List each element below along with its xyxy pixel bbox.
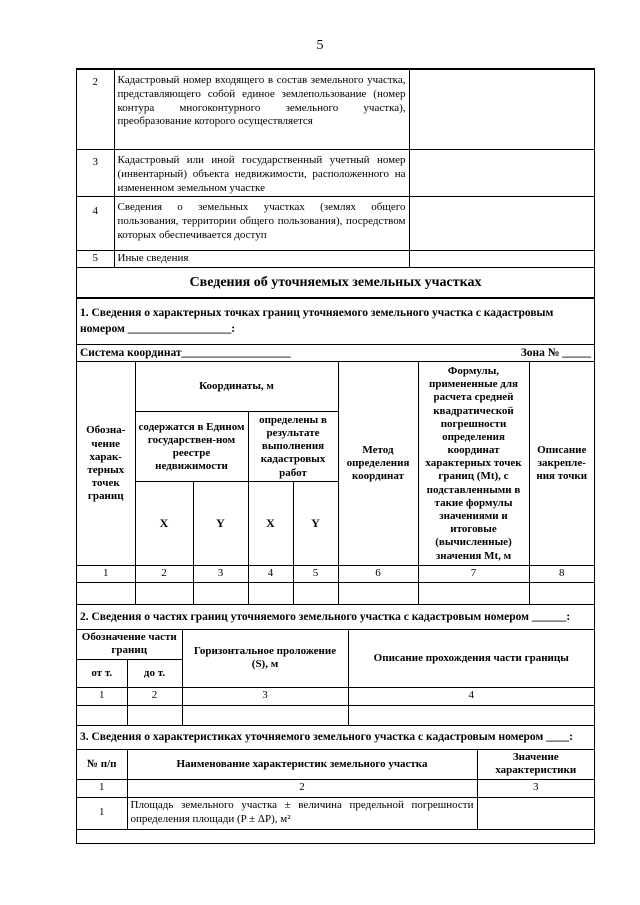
row-number: 5 [77, 251, 114, 268]
column-number: 8 [529, 566, 594, 583]
form-frame [76, 68, 595, 844]
empty-cell[interactable] [529, 583, 594, 605]
column-number: 2 [127, 779, 477, 797]
section-title: Сведения об уточняемых земельных участках [77, 268, 594, 298]
empty-cell[interactable] [248, 583, 293, 605]
part-designation-header: Обозначение части границ [77, 629, 182, 659]
zone-number: Зона № _____ [520, 347, 591, 359]
column-number: 6 [338, 566, 418, 583]
empty-cell[interactable] [338, 583, 418, 605]
number-header: № п/п [77, 750, 127, 779]
characteristic-value-header: Значение характеристики [477, 750, 594, 779]
column-number: 5 [293, 566, 338, 583]
empty-cell[interactable] [182, 705, 348, 725]
column-number: 3 [193, 566, 248, 583]
column-numbers-row [77, 687, 594, 705]
part-description-header: Описание прохождения части границы [348, 629, 594, 687]
egrn-header: содержатся в Едином государствен-ном реестре недвижимости [135, 412, 248, 482]
formulas-header: Формулы, примененные для расчета средней квадратической погрешности определения координат характерных точек границ (Mt), с подставленными в такие формулы значениями и итоговые (вычисленные) значения Mt, м [418, 362, 529, 566]
table-row [77, 583, 594, 605]
empty-cell[interactable] [135, 583, 193, 605]
column-number: 1 [77, 566, 135, 583]
row-number: 4 [77, 197, 114, 251]
table-row [77, 150, 594, 197]
to-point-header: до т. [127, 659, 182, 687]
characteristic-name-header: Наименование характеристик земельного участка [127, 750, 477, 779]
row-text: Иные сведения [114, 251, 409, 268]
row-number: 3 [77, 150, 114, 197]
section-2-title: 2. Сведения о частях границ уточняемого земельного участка с кадастровым номером ______: [77, 605, 594, 629]
boundary-parts-table [77, 605, 594, 726]
works-header: определены в результате выполнения кадастровых работ [248, 412, 338, 482]
designation-header: Обозна-чение харак-терных точек границ [77, 362, 135, 566]
column-number: 4 [348, 687, 594, 705]
table-row [77, 197, 594, 251]
column-number: 1 [77, 779, 127, 797]
table-row [77, 251, 594, 268]
table-row [77, 70, 594, 150]
points-table [77, 298, 594, 605]
table-row [77, 705, 594, 725]
empty-cell[interactable] [77, 583, 135, 605]
column-numbers-row [77, 566, 594, 583]
horizontal-length-header: Горизонтальное проложение (S), м [182, 629, 348, 687]
empty-cell[interactable] [418, 583, 529, 605]
top-info-table [77, 69, 594, 298]
row-value[interactable] [409, 150, 594, 197]
column-number: 3 [182, 687, 348, 705]
row-value[interactable] [409, 197, 594, 251]
area-characteristic: Площадь земельного участка ± величина предельной погрешности определения площади (P ± ΔP), м² [127, 797, 477, 829]
empty-cell[interactable] [293, 583, 338, 605]
column-number: 4 [248, 566, 293, 583]
table-row [77, 797, 594, 829]
column-number: 7 [418, 566, 529, 583]
column-number: 2 [135, 566, 193, 583]
empty-cell[interactable] [193, 583, 248, 605]
column-numbers-row [77, 779, 594, 797]
section-1-title [77, 299, 594, 345]
column-number: 3 [477, 779, 594, 797]
area-value[interactable] [477, 797, 594, 829]
row-number: 2 [77, 70, 114, 150]
empty-cell[interactable] [348, 705, 594, 725]
empty-cell[interactable] [77, 705, 127, 725]
section-1-title-line1: 1. Сведения о характерных точках границ уточняемого земельного участка с кадастровым [80, 306, 554, 319]
row-text: Кадастровый номер входящего в состав земельного участка, представляющего собой единое землепользование (номер контура многоконтурного земельного участка), преобразование которого осуществляется [114, 70, 409, 150]
row-text: Кадастровый или иной государственный учетный номер (инвентарный) объекта недвижимости, расположенного на измененном земельном участке [114, 150, 409, 197]
column-number: 2 [127, 687, 182, 705]
page-number: 5 [316, 38, 324, 53]
y-header: Y [293, 482, 338, 566]
method-header: Метод определения координат [338, 362, 418, 566]
empty-cell[interactable] [127, 705, 182, 725]
x-header: X [248, 482, 293, 566]
coordinate-system-row [77, 345, 594, 362]
from-point-header: от т. [77, 659, 127, 687]
coordinate-system: Система координат___________________ [80, 347, 291, 359]
x-header: X [135, 482, 193, 566]
section-1-title-line2: номером __________________: [80, 322, 236, 335]
coordinates-header: Координаты, м [135, 362, 338, 412]
y-header: Y [193, 482, 248, 566]
characteristics-table [77, 726, 594, 830]
row-value[interactable] [409, 251, 594, 268]
row-value[interactable] [409, 70, 594, 150]
section-3-title: 3. Сведения о характеристиках уточняемого земельного участка с кадастровым номером ____: [77, 726, 594, 750]
fixing-header: Описание закрепле-ния точки [529, 362, 594, 566]
row-number: 1 [77, 797, 127, 829]
row-text: Сведения о земельных участках (землях общего пользования, территории общего пользования), посредством которых обеспечивается доступ [114, 197, 409, 251]
column-number: 1 [77, 687, 127, 705]
